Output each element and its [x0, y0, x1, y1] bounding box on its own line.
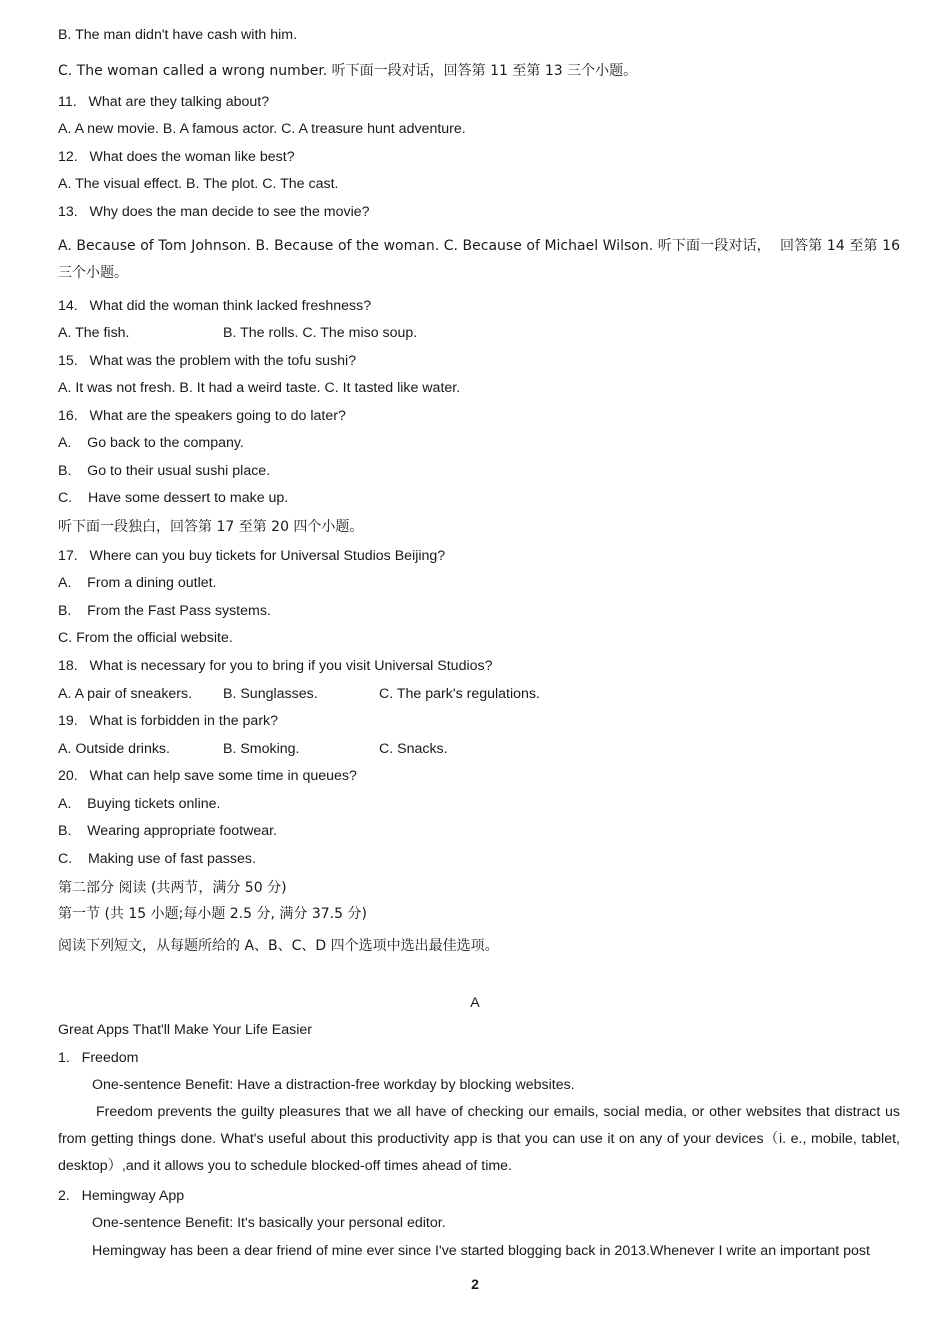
- paragraph-line: Hemingway has been a dear friend of mine ever since I've started blogging back in 2013.Whenever I write an important post: [92, 1243, 870, 1259]
- list-item-heading: 2. Hemingway App: [58, 1188, 185, 1204]
- question-11: 11. What are they talking about?: [58, 94, 270, 110]
- option-a: A. The fish.: [58, 325, 130, 341]
- answer-option-20b: B. Wearing appropriate footwear.: [58, 823, 277, 839]
- part-heading: 第二部分 阅读 (共两节，满分 50 分): [58, 880, 287, 896]
- answer-option-16a: A. Go back to the company.: [58, 435, 244, 451]
- answer-option-17c: C. From the official website.: [58, 630, 233, 646]
- option-c: C. Snacks.: [379, 741, 448, 757]
- answer-options-19: [58, 739, 900, 759]
- section-instruction: 听下面一段独白，回答第 17 至第 20 四个小题。: [58, 519, 364, 535]
- answer-options-14: [58, 323, 900, 343]
- question-16: 16. What are the speakers going to do later?: [58, 408, 346, 424]
- answer-option-16c: C. Have some dessert to make up.: [58, 490, 289, 506]
- paragraph-line: One-sentence Benefit: It's basically your personal editor.: [92, 1215, 446, 1231]
- question-20: 20. What can help save some time in queues?: [58, 768, 357, 784]
- paragraph-line: One-sentence Benefit: Have a distraction-free workday by blocking websites.: [92, 1077, 575, 1093]
- option-c: C. The park's regulations.: [379, 686, 540, 702]
- question-14: 14. What did the woman think lacked freshness?: [58, 298, 372, 314]
- answer-option-17a: A. From a dining outlet.: [58, 575, 217, 591]
- answer-option-line: C. The woman called a wrong number. 听下面一段对话，回答第 11 至第 13 三个小题。: [58, 63, 638, 79]
- section-instruction: 阅读下列短文，从每题所给的 A、B、C、D 四个选项中选出最佳选项。: [58, 938, 499, 954]
- answer-option-line: B. The man didn't have cash with him.: [58, 27, 298, 43]
- question-12: 12. What does the woman like best?: [58, 149, 295, 165]
- answer-option-20a: A. Buying tickets online.: [58, 796, 221, 812]
- answer-options-11: A. A new movie. B. A famous actor. C. A treasure hunt adventure.: [58, 121, 466, 137]
- answer-option-16b: B. Go to their usual sushi place.: [58, 463, 271, 479]
- answer-options-15: A. It was not fresh. B. It had a weird taste. C. It tasted like water.: [58, 380, 461, 396]
- passage-title: Great Apps That'll Make Your Life Easier: [58, 1022, 313, 1038]
- list-item-heading: 1. Freedom: [58, 1050, 139, 1066]
- answer-option-20c: C. Making use of fast passes.: [58, 851, 256, 867]
- answer-options-12: A. The visual effect. B. The plot. C. The cast.: [58, 176, 339, 192]
- option-b: B. Smoking.: [223, 741, 300, 757]
- option-bc: B. The rolls. C. The miso soup.: [223, 325, 418, 341]
- paragraph: Freedom prevents the guilty pleasures that we all have of checking our emails, social media, or other websites that distract us from getting things done. What's useful about this productivity app is that you can use it on any of your devices（i. e., mobile, tablet, desktop）,and it allows you to schedule blocked-off times ahead of time.: [58, 1104, 900, 1174]
- question-17: 17. Where can you buy tickets for Universal Studios Beijing?: [58, 548, 446, 564]
- question-15: 15. What was the problem with the tofu sushi?: [58, 353, 357, 369]
- question-19: 19. What is forbidden in the park?: [58, 713, 279, 729]
- question-13: 13. Why does the man decide to see the movie?: [58, 204, 370, 220]
- passage-label: A: [470, 995, 480, 1011]
- answer-options-13: A. Because of Tom Johnson. B. Because of the woman. C. Because of Michael Wilson. 听下面一段对话， 回答第 14 至第 16 三个小题。: [58, 238, 900, 281]
- page-number: 2: [471, 1276, 479, 1292]
- section-heading: 第一节 (共 15 小题;每小题 2.5 分, 满分 37.5 分): [58, 906, 367, 922]
- answer-options-18: [58, 684, 900, 704]
- question-18: 18. What is necessary for you to bring if you visit Universal Studios?: [58, 658, 493, 674]
- option-a: A. Outside drinks.: [58, 741, 170, 757]
- answer-option-17b: B. From the Fast Pass systems.: [58, 603, 271, 619]
- option-b: B. Sunglasses.: [223, 686, 318, 702]
- option-a: A. A pair of sneakers.: [58, 686, 193, 702]
